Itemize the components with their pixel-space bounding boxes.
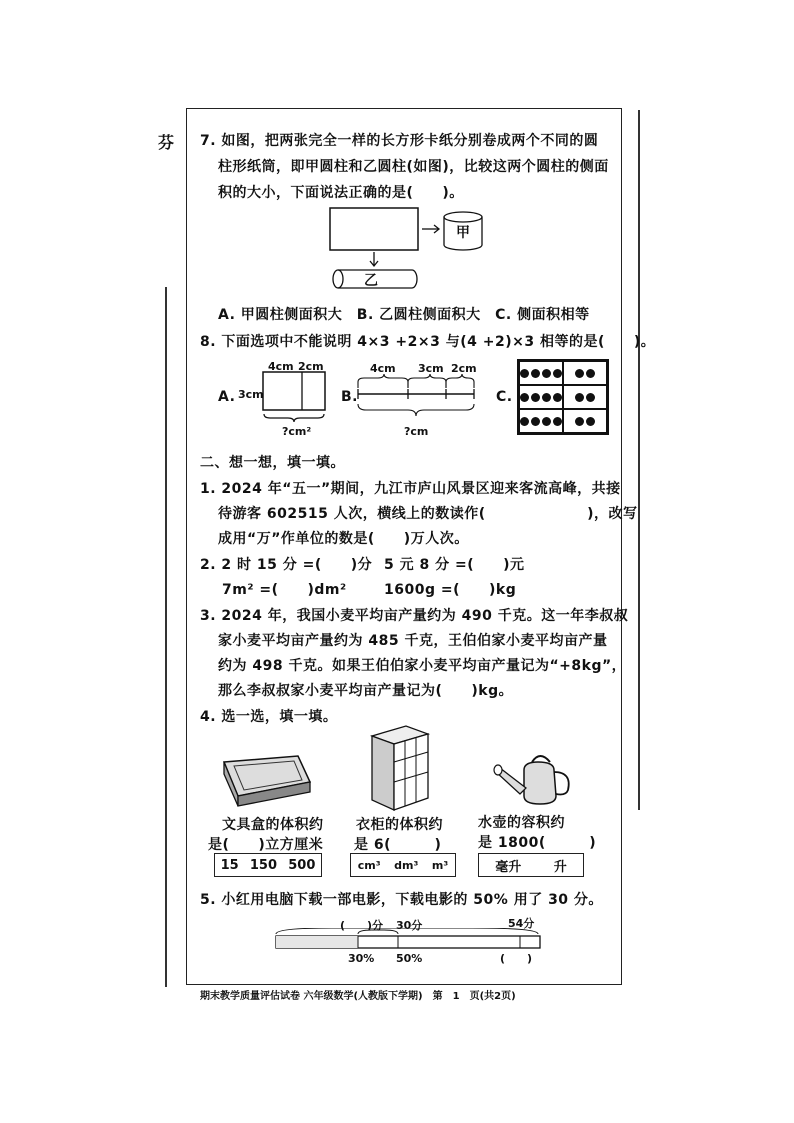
q7-line1: 7. 如图，把两张完全一样的长方形卡纸分别卷成两个不同的圆 bbox=[200, 133, 599, 149]
q7-options: A. 甲圆柱侧面积大 B. 乙圆柱侧面积大 C. 侧面积相等 bbox=[218, 307, 590, 323]
f1-line1: 1. 2024 年“五一”期间，九江市庐山风景区迎来客流高峰，共接 bbox=[200, 481, 621, 497]
dot-cell bbox=[563, 361, 607, 385]
f4-title: 4. 选一选，填一填。 bbox=[200, 709, 338, 725]
f2-d: 1600g =( )kg bbox=[384, 582, 517, 598]
section2-title: 二、想一想，填一填。 bbox=[200, 455, 345, 471]
q8-a-width2: 2cm bbox=[298, 360, 324, 373]
option: m³ bbox=[431, 858, 449, 872]
option: 500 bbox=[288, 857, 316, 873]
q8-c-dot-grid bbox=[517, 359, 609, 435]
q8-b-width2: 3cm bbox=[418, 362, 444, 375]
option: cm³ bbox=[357, 858, 381, 872]
option: 150 bbox=[249, 857, 278, 873]
q8-b-width3: 2cm bbox=[451, 362, 477, 375]
q8-option-a-label: A. bbox=[218, 389, 236, 405]
f4-item2-line1: 衣柜的体积约 bbox=[356, 817, 443, 833]
f2-b: 5 元 8 分 =( )元 bbox=[384, 557, 525, 573]
option: 毫升 bbox=[495, 859, 522, 875]
f3-line2: 家小麦平均亩产量约为 485 千克，王伯伯家小麦平均亩产量 bbox=[218, 633, 608, 649]
f5-progress-bar bbox=[272, 928, 548, 952]
f5-bottom-label1: 30% bbox=[348, 952, 375, 965]
dot-cell bbox=[519, 409, 563, 433]
f3-line3: 约为 498 千克。如果王伯伯家小麦平均亩产量记为“+8kg”， bbox=[218, 658, 627, 674]
margin-mark: 芬 bbox=[158, 133, 175, 152]
f4-item1-line1: 文具盒的体积约 bbox=[222, 817, 324, 833]
option: 15 bbox=[220, 857, 239, 873]
q8-a-rectangle bbox=[262, 370, 328, 424]
q8-b-line-segments bbox=[356, 372, 480, 424]
f4-item1-line2: 是( )立方厘米 bbox=[208, 837, 324, 853]
q8-text: 8. 下面选项中不能说明 4×3 +2×3 与(4 +2)×3 相等的是( )。 bbox=[200, 334, 656, 350]
f4-item1-options bbox=[214, 853, 322, 877]
f3-line1: 3. 2024 年，我国小麦平均亩产量约为 490 千克。这一年李叔叔 bbox=[200, 608, 629, 624]
f4-item2-line2: 是 6( ) bbox=[354, 837, 442, 853]
f4-item3-line2: 是 1800( ) bbox=[478, 835, 597, 851]
dot-cell bbox=[563, 385, 607, 409]
q7-line2: 柱形纸筒，即甲圆柱和乙圆柱(如图)，比较这两个圆柱的侧面 bbox=[218, 159, 609, 175]
f5-top-label3: 54分 bbox=[508, 917, 535, 930]
f5-bottom-label3: ( ) bbox=[500, 952, 533, 965]
f5-bottom-label2: 50% bbox=[396, 952, 423, 965]
rectangle-card bbox=[330, 208, 418, 250]
q8-a-height: 3cm bbox=[238, 388, 264, 401]
q8-a-question: ?cm² bbox=[282, 425, 312, 438]
f4-item3-line1: 水壶的容积约 bbox=[478, 815, 565, 831]
f3-line4: 那么李叔叔家小麦平均亩产量记为( )kg。 bbox=[218, 683, 514, 699]
f5-top-label2: 30分 bbox=[396, 919, 423, 932]
pencil-case-icon bbox=[218, 752, 313, 807]
q7-line3: 积的大小，下面说法正确的是( )。 bbox=[218, 185, 464, 201]
watering-can-icon bbox=[488, 748, 578, 808]
f1-line3: 成用“万”作单位的数是( )万人次。 bbox=[218, 531, 469, 547]
q8-a-width1: 4cm bbox=[268, 360, 294, 373]
cylinder-jia-top bbox=[444, 212, 482, 222]
q8-b-width1: 4cm bbox=[370, 362, 396, 375]
option: dm³ bbox=[394, 858, 419, 872]
f2-c: 7m² =( )dm² bbox=[222, 582, 347, 598]
f4-item2-options bbox=[350, 853, 456, 877]
q8-option-b-label: B. bbox=[341, 389, 358, 405]
right-margin-line bbox=[638, 110, 640, 810]
f1-line2: 待游客 602515 人次，横线上的数读作( )，改写 bbox=[218, 506, 638, 522]
q8-b-question: ?cm bbox=[404, 425, 429, 438]
dot-cell bbox=[519, 385, 563, 409]
page-footer: 期末教学质量评估试卷 六年级数学(人教版下学期) 第 1 页(共2页) bbox=[200, 991, 516, 1002]
dot-cell bbox=[519, 361, 563, 385]
wardrobe-icon bbox=[366, 722, 432, 812]
f4-item3-options bbox=[478, 853, 584, 877]
option: 升 bbox=[553, 859, 567, 875]
q8-option-c-label: C. bbox=[496, 389, 513, 405]
dot-cell bbox=[563, 409, 607, 433]
q7-label-jia: 甲 bbox=[456, 225, 471, 241]
q7-label-yi: 乙 bbox=[364, 273, 379, 289]
q7-diagram bbox=[320, 205, 500, 300]
f5-top-label1: ( )分 bbox=[340, 919, 384, 932]
left-margin-line bbox=[165, 287, 167, 987]
f5-text: 5. 小红用电脑下载一部电影，下载电影的 50% 用了 30 分。 bbox=[200, 892, 603, 908]
f2-a: 2. 2 时 15 分 =( )分 bbox=[200, 557, 373, 573]
